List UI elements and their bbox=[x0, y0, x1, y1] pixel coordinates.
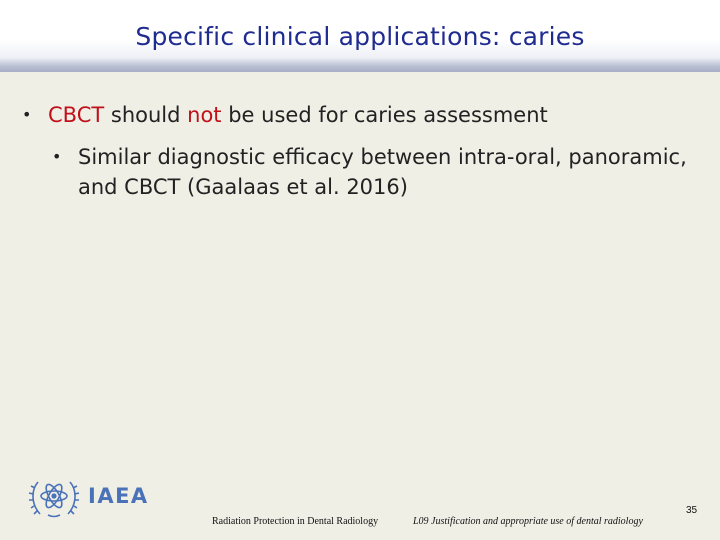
sub-bullet-item-1 bbox=[52, 142, 702, 202]
slide-title: Specific clinical applications: caries bbox=[135, 22, 585, 51]
bullet-list bbox=[22, 100, 702, 202]
bullet-marker: • bbox=[22, 105, 32, 124]
title-bar bbox=[0, 0, 720, 72]
footer-course-title: Radiation Protection in Dental Radiology bbox=[212, 516, 379, 527]
bullet-item-1 bbox=[22, 100, 702, 130]
iaea-logo bbox=[28, 474, 160, 520]
emphasis-cbct: CBCT bbox=[48, 103, 105, 127]
bullet-text-part: should bbox=[104, 103, 188, 127]
bullet-marker: • bbox=[52, 147, 62, 166]
bullet-text-part: be used for caries assessment bbox=[221, 103, 548, 127]
footer-lecture-title: L09 Justification and appropriate use of dental radiology bbox=[413, 516, 643, 527]
sub-bullet-text: Similar diagnostic efficacy between intra-oral, panoramic, and CBCT (Gaalaas et al. 2016) bbox=[78, 145, 687, 199]
logo-text: IAEA bbox=[88, 484, 149, 508]
iaea-emblem-icon bbox=[28, 474, 80, 520]
page-number: 35 bbox=[686, 505, 698, 516]
emphasis-not: not bbox=[187, 103, 222, 127]
